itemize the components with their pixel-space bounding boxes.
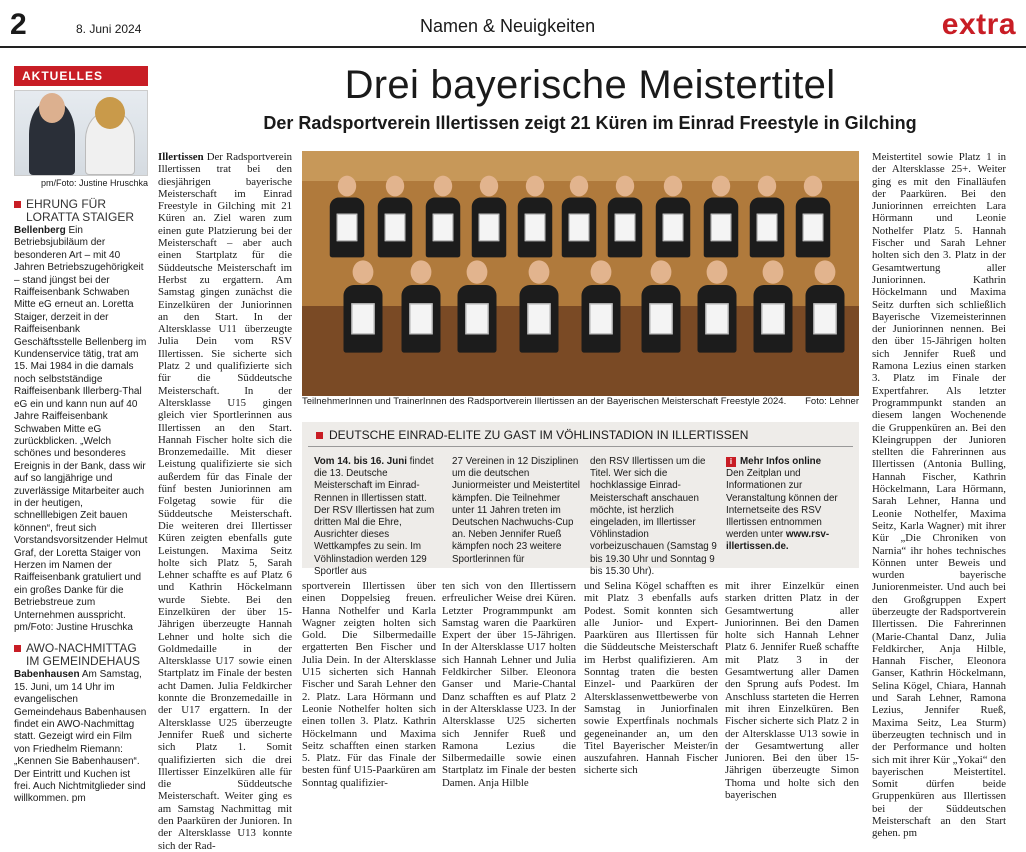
- photo-person: [520, 260, 559, 352]
- sidebar-item-ehrung-text: [14, 225, 148, 634]
- photo-person-body: [582, 285, 621, 353]
- article-column-6: [872, 151, 1006, 840]
- bullet-square-icon: [14, 201, 21, 208]
- photo-person: [698, 260, 737, 352]
- article-photo: [302, 151, 859, 396]
- article-dateline: Illertissen: [158, 151, 204, 163]
- info-box-column-2-text: 27 Vereinen in 12 Disziplinen um die deutschen Juniormeister und Meistertitel kämpfen. Die Teilnehmer unter 11 Jahren treten im Deutschen Nachwuchs-Cup an. Neben Jennifer Rueß kämpfen noch 23 weitere Sportlerinnen für: [452, 456, 580, 565]
- info-box-title: DEUTSCHE EINRAD-ELITE ZU GAST IM VÖHLINSTADION IN ILLERTISSEN: [329, 428, 749, 442]
- photo-person: [458, 260, 497, 352]
- photo-person-head: [386, 176, 404, 197]
- photo-person-body: [472, 198, 507, 258]
- photo-person: [754, 260, 793, 352]
- sidebar-item-ehrung-heading: [14, 198, 148, 224]
- photo-person: [378, 176, 413, 258]
- article-column-5-text: mit ihrer Einzelkür einen starken dritten Platz in der Gesamtwertung aller Juniorinnen. Bei den Damen holte sich Hannah Lehner Platz 6. Jennifer Rueß schaffte mit Platz 3 in der Gesamtwertung aller Damen den Sprung aufs Podest. Im Anschluss starteten die Herren mit ihren Einzelküren. Ben Fischer sicherte sich Platz 2 in der Altersklasse U13 sowie in der Gesamtwertung aller Junioren. Bei den über 15-Jährigen überzeugte Simon Thoma und holte sich den bayerischen: [725, 580, 859, 802]
- sidebar-photo-credit: pm/Foto: Justine Hruschka: [40, 178, 148, 188]
- photo-person-head: [434, 176, 452, 197]
- certificate-icon: [761, 303, 784, 334]
- photo-person-body: [402, 285, 441, 353]
- sidebar-item-awo-text: [14, 669, 148, 805]
- photo-person: [642, 260, 681, 352]
- info-box-column-3-text: den RSV Illertissen um die Titel. Wer sich die hochklassige Einrad-Meisterschaft anschauen möchte, ist herzlich eingeladen, im Illertisser Vöhlinstadion vorbeizuschauen (Samstag 9 bis 19.30 Uhr und Sonntag 9 bis 15.30 Uhr).: [590, 456, 717, 577]
- info-box: [302, 422, 859, 577]
- article-headline: Drei bayerische Meistertitel: [344, 63, 836, 107]
- info-icon: i: [726, 457, 736, 467]
- info-box-column-1-text: findet die 13. Deutsche Meisterschaft im Einrad-Rennen in Illertissen statt. Der RSV Illertissen hat zum dritten Mal die Ehre, Ausrichter dieses Wettkampfes zu sein. Im Vöhlinstadion werden 129 Sportler aus: [314, 456, 435, 577]
- brand-logo: extra: [941, 8, 1016, 41]
- photo-person: [344, 260, 383, 352]
- photo-person: [402, 260, 441, 352]
- certificate-icon: [465, 303, 488, 334]
- bullet-square-icon: [316, 432, 323, 439]
- photo-person-body: [330, 198, 365, 258]
- photo-person-body: [608, 198, 643, 258]
- photo-person-head: [529, 260, 550, 283]
- certificate-icon: [803, 214, 824, 242]
- photo-person-head: [758, 176, 776, 197]
- more-info-text: Den Zeitplan und Informationen zur Veranstaltung können der Internetseite des RSV Illertissen entnommen werden unter: [726, 468, 838, 541]
- certificate-icon: [615, 214, 636, 242]
- photo-person-head: [712, 176, 730, 197]
- article-subheadline: Der Radsportverein Illertissen zeigt 21 Küren im Einrad Freestyle in Gilching: [263, 113, 917, 133]
- certificate-icon: [757, 214, 778, 242]
- photo-person-body: [458, 285, 497, 353]
- info-box-dateline: Vom 14. bis 16. Juni: [314, 456, 407, 467]
- more-info-url[interactable]: www.rsv-illertissen.de.: [726, 529, 830, 553]
- photo-person-head: [338, 176, 356, 197]
- photo-person: [518, 176, 553, 258]
- photo-person-body: [344, 285, 383, 353]
- article-column-3-text: ten sich von den Illertissern erfreulicher Weise drei Küren. Letzter Programmpunkt am Samstag waren die Paarküren Expert der über 15-Jährigen. In der Altersklasse U17 holten sich Hannah Lehner und Julia Feldkircher Silber. Eleonora Ganser und Marie-Chantal Danz schafften es auf Platz 2 in der Altersklasse U23. In der Altersklasse U25 sicherten sich Jennifer Rueß und Ramona Lezius die Silbermedaille sowie einen Startplatz im Finale der besten Damen. Anja Hilble: [442, 580, 576, 789]
- photo-person-body: [642, 285, 681, 353]
- info-box-heading: [308, 422, 853, 447]
- photo-person-head: [804, 176, 822, 197]
- masthead: [0, 0, 1026, 46]
- photo-person-head: [815, 260, 836, 283]
- photo-person-head: [591, 260, 612, 283]
- photo-person: [330, 176, 365, 258]
- sidebar-item-ehrung-body: Ein Betriebsjubiläum der besonderen Art – mit 40 Jahren Betriebszugehörigkeit – stand jüngst bei der Raiffeisenbank Schwaben Mitte eG erneut an. Loretta Staiger, derzeit in der Raiffeisenbank Geschäftsstelle Bellenberg im Kundenservice tätig, trat am 15. Mai 1984 in die damals noch selbstständige Raiffeisenbank Illerberg-Thal eG ein und kann nun auf 40 Jahre Raiffeisenbank Schwaben Mitte eG zurückblicken. „Welch schönes und besonderes Ereignis in der Bank, dass wir auf so langjährige und zuverlässige Mitarbeiter auch in der heutigen, schnelllebigen Zeit bauen können“, freut sich Vorstandsvorsitzender Helmut Graf, der Loretta Staiger von Herzen im Namen der Raiffeisenbank gratuliert und ein großes Danke für die Betriebstreue zum Unternehmen ausspricht. pm/Foto: Justine Hruschka: [14, 225, 148, 633]
- article-column-5: [725, 580, 859, 802]
- more-info-title: Mehr Infos online: [740, 456, 822, 467]
- certificate-icon: [813, 303, 836, 334]
- sidebar: [14, 66, 148, 805]
- photo-person-head: [353, 260, 374, 283]
- article-column-1-text: Der Radsportverein Illertissen trat bei den diesjährigen bayerische Meisterschaft im Einrad Freestyle in Gilching mit 21 Küren an. Ziel waren zum einen gute Platzierung bei der Meisterschaft – aber auch einen Startplatz für die Süddeutsche Meisterschaft im Herbst zu ergattern. Am Samstag gingen zunächst die Einzelküren der Juniorinnen an den Start. In der Altersklasse U11 überzeugte Julia Dein vom RSV Illertissen. Sie sicherte sich Platz 2 und qualifizierte sich für die Süddeutsche Meisterschaft. In der Altersklasse U15 gingen gleich vier Sportlerinnen aus Illertissen an den Start. Hannah Fischer holte sich die Bronzemedaille. Mit dieser Leistung qualifizierte sie sich außerdem für das Finale der fünf besten Juniorinnen am Folgetag sowie für die Süddeutsche Meisterschaft. Die weiteren drei Illertisser Küren zeigten ebenfalls gute Leistungen. Maxima Seitz holte sich Platz 5, Sarah Lehner schaffte es auf Platz 6 und Kathrin Höckelmann wurde Siebte. Bei den Einzelküren der über 15-Jährigen überzeugte Hannah Lehner und holte sich die Goldmedaille in der Altersklasse U17 sowie einen Startplatz im Finale der besten acht Damen. Julia Feldkircher konnte die Bronzemedaille in der U17 ergattern. In der Altersklasse U25 überzeugte Jennifer Rueß und sicherte sich Platz 1. Somit qualifizierten sich die drei Illertisser Einzelküren alle für die Süddeutsche Meisterschaft. Weiter ging es am Samstag Nachmittag mit den Paarküren der Junioren. In der Altersklasse U13 konnte sich der Rad-: [158, 151, 292, 852]
- photo-person-head: [411, 260, 432, 283]
- article-column-3: [442, 580, 576, 789]
- photo-person: [582, 260, 621, 352]
- article-photo-caption: [302, 396, 859, 407]
- photo-person: [806, 260, 845, 352]
- photo-person-head: [664, 176, 682, 197]
- issue-date: 8. Juni 2024: [76, 22, 142, 36]
- article-column-4-text: und Selina Kögel schafften es mit Platz 3 ebenfalls aufs Podest. Somit konnten sich alle Junior- und Expert-Paarküren aus Illertissen für die Süddeutsche Meisterschaft im Herbst qualifizieren. Am Sonntag traten die besten Einzel- und Paarküren der Altersklassenwettbewerbe von Samstag in Juniorfinalen sowie Expertfinals nochmals gegeneinander an, um den Titel Bayerischer Meister/in auszufahren. Hannah Fischer sicherte sich: [584, 580, 718, 777]
- photo-person: [796, 176, 831, 258]
- photo-person-head: [480, 176, 498, 197]
- info-box-column-1: [314, 456, 442, 578]
- photo-person-body: [704, 198, 739, 258]
- photo-person-head: [763, 260, 784, 283]
- photo-person-body: [378, 198, 413, 258]
- photo-person-body: [656, 198, 691, 258]
- masthead-rule: [0, 46, 1026, 48]
- photo-person-body: [520, 285, 559, 353]
- sidebar-item-awo-title: AWO-NACHMITTAG IM GEMEINDEHAUS: [26, 641, 141, 669]
- certificate-icon: [705, 303, 728, 334]
- certificate-icon: [527, 303, 550, 334]
- photo-person-man-head: [39, 93, 65, 123]
- info-box-more-info: [726, 456, 854, 554]
- photo-person: [704, 176, 739, 258]
- photo-caption-text: TeilnehmerInnen und TrainerInnen des Radsportverein Illertissen an der Bayerischen Meisterschaft Freestyle 2024.: [302, 396, 787, 407]
- photo-person-body: [754, 285, 793, 353]
- certificate-icon: [409, 303, 432, 334]
- photo-person-body: [698, 285, 737, 353]
- photo-person-body: [562, 198, 597, 258]
- photo-person: [608, 176, 643, 258]
- certificate-icon: [649, 303, 672, 334]
- photo-credit: Foto: Lehner: [805, 396, 859, 407]
- certificate-icon: [337, 214, 358, 242]
- article-column-4: [584, 580, 718, 780]
- more-info-heading: [726, 456, 854, 468]
- certificate-icon: [569, 214, 590, 242]
- sidebar-item-awo-heading: [14, 642, 148, 668]
- certificate-icon: [479, 214, 500, 242]
- certificate-icon: [663, 214, 684, 242]
- bullet-square-icon: [14, 645, 21, 652]
- photo-person: [562, 176, 597, 258]
- page-number: 2: [10, 8, 27, 41]
- sidebar-label: AKTUELLES: [14, 66, 148, 86]
- info-box-column-3: [590, 456, 718, 578]
- certificate-icon: [385, 214, 406, 242]
- sidebar-item-ehrung-dateline: Bellenberg: [14, 225, 66, 236]
- photo-person: [426, 176, 461, 258]
- photo-person: [750, 176, 785, 258]
- photo-person-head: [526, 176, 544, 197]
- photo-person-head: [651, 260, 672, 283]
- photo-person-body: [750, 198, 785, 258]
- certificate-icon: [525, 214, 546, 242]
- section-title: Namen & Neuigkeiten: [420, 16, 596, 36]
- certificate-icon: [351, 303, 374, 334]
- article-column-6-text: Meistertitel sowie Platz 1 in der Altersklasse 25+. Weiter ging es mit den Finalläufen der Paarküren. Bei den Juniorinnen erreichten Lara Hörmann und Leonie Nothelfer Platz 5. Hannah Fischer und Sarah Lehner holten sich den 3. Platz in der Gesamtwertung aller Juniorinnen. Kathrin Höckelmann und Maxima Seitz durften sich schließlich Bayerische Vizemeisterinnen der Juniorinnen nennen. Bei den über 15-Jährigen holten sich Jennifer Rueß und Ramona Lezius einen starken 3. Platz im Finale der Expertfahrer. Als letzter Programmpunkt standen an diesem langen Wochenende die Gruppenküren an. Bei den Kleingruppen der Junioren stellten die Fahrerinnen aus Illertissen (Antonia Bulling, Hannah Fischer, Kathrin Höckelmann, Lara Hörmann, Sarah Lehner, Hanna und Leonie Nothelfer, Maxima Seitz, Karla Wagner) mit ihrer Kür „Die Chroniken von Narnia“ ihr hohes technisches Können unter Beweis und wurden bayerische Juniorenmeister. Und auch bei den Großgruppen Expert überzeugte der Radsportverein Illertissen. Die Fahrerinnen (Marie-Chantal Danz, Julia Feldkircher, Anja Hilble, Hannah Fischer, Eleonora Ganser, Kathrin Höckelmann, Selina Kögel, Chiara, Hannah und Sarah Lehner, Ramona Lezius, Jennifer Rueß, Maxima Seitz, Lea Sturm) überzeugten technisch und in der Performance und holten sich mit ihrer Kür „Yokai“ den bayerischen Meistertitel. Somit dürfen beide Gruppenküren aus Illertissen bei der Süddeutschen Meisterschaft an den Start gehen. pm: [872, 151, 1006, 840]
- photo-person-head: [467, 260, 488, 283]
- info-box-column-2: [452, 456, 580, 566]
- photo-person-body: [796, 198, 831, 258]
- photo-person-head: [570, 176, 588, 197]
- article-column-2-text: sportverein Illertissen über einen Doppelsieg freuen. Hanna Nothelfer und Karla Wagner zeigten holten sich Gold. Die Silbermedaille ergatterten Ben Fischer und Julia Dein. In der Altersklasse U15 sicherten sich Hannah Fischer und Sarah Lehner den 2. Platz. Lara Hörmann und Leonie Nothelfer holten sich einen tollen 3. Platz. Kathrin Höckelmann und Maxima Seitz schafften einen starken 5. Platz. Für das Finale der besten fünf U15-Paarküren am Sonntag qualifizier-: [302, 580, 436, 789]
- photo-person-body: [518, 198, 553, 258]
- article-column-1: [158, 151, 292, 852]
- certificate-icon: [589, 303, 612, 334]
- sidebar-item-awo-dateline: Babenhausen: [14, 669, 80, 681]
- certificate-icon: [711, 214, 732, 242]
- sidebar-item-awo-body: Am Samstag, 15. Juni, um 14 Uhr im evangelischen Gemeindehaus Babenhausen findet ein AWO-Nachmittag statt. Gezeigt wird ein Film von Friedhelm Riemann: „Kennen Sie Babenhausen“. Der Eintritt und Kuchen ist frei. Auch Nichtmitglieder sind willkommen. pm: [14, 669, 147, 805]
- photo-person-body: [806, 285, 845, 353]
- photo-person-woman-head: [95, 97, 125, 129]
- photo-person: [656, 176, 691, 258]
- sidebar-photo: [14, 90, 148, 176]
- photo-person-head: [616, 176, 634, 197]
- sidebar-item-ehrung-title: EHRUNG FÜR LORATTA STAIGER: [26, 197, 135, 224]
- photo-person-head: [707, 260, 728, 283]
- article-column-2: [302, 580, 436, 789]
- photo-person: [472, 176, 507, 258]
- certificate-icon: [433, 214, 454, 242]
- photo-person-body: [426, 198, 461, 258]
